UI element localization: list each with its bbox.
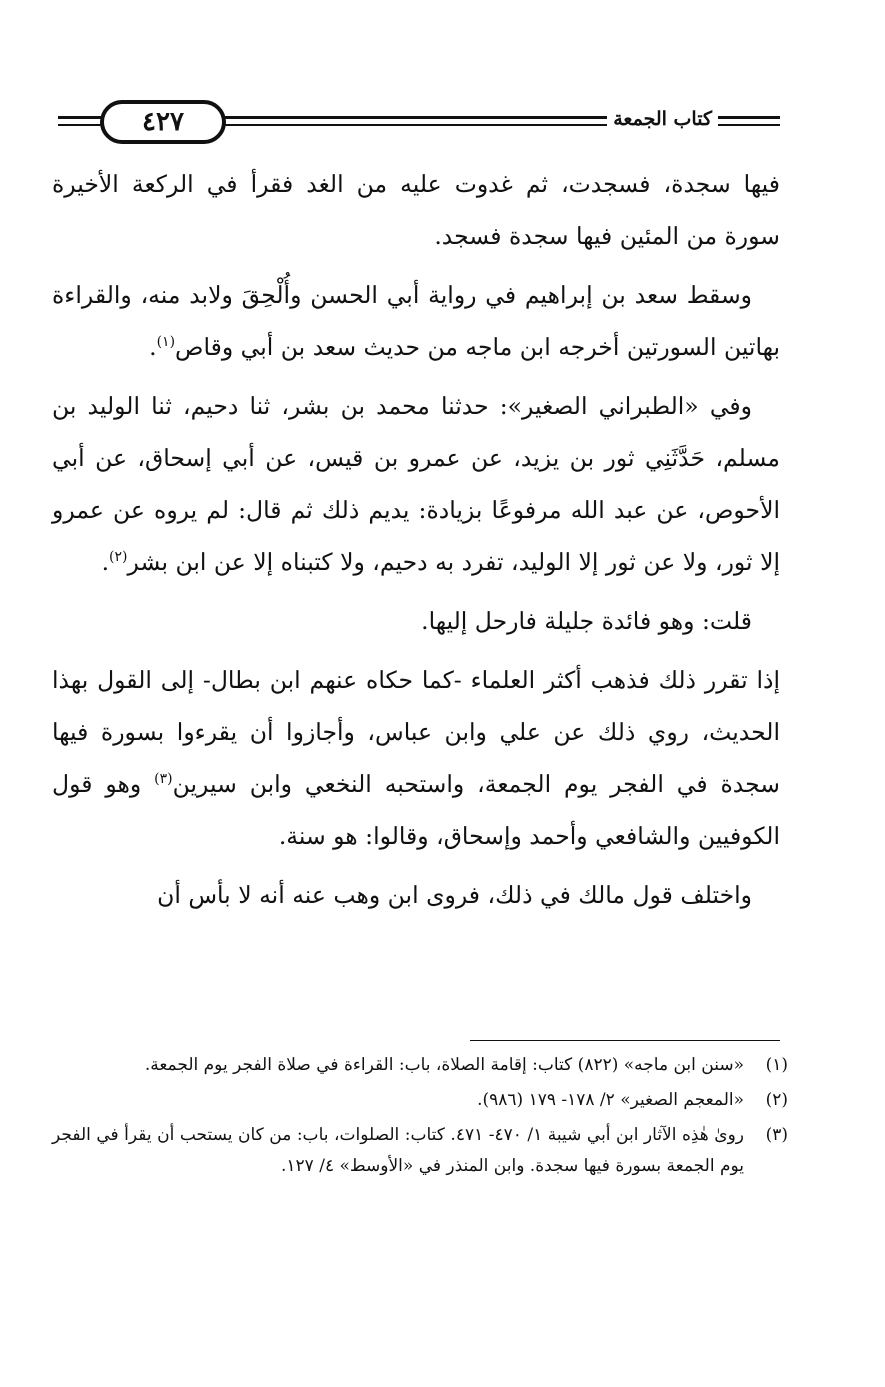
paragraph-text: وسقط سعد بن إبراهيم في رواية أبي الحسن وأُلْحِقَ ولابد منه، والقراءة بهاتين السورتين أخرجه ابن ماجه من حديث سعد بن أبي وقاص: [52, 281, 780, 361]
footnote: [52, 1050, 788, 1081]
footnote-text: «المعجم الصغير» ٢/ ١٧٨- ١٧٩ (٩٨٦).: [477, 1090, 744, 1110]
footnote-marker: (٣): [154, 771, 173, 788]
footnote-divider: [470, 1040, 780, 1041]
footnote-marker: (٢): [109, 549, 128, 566]
page-number: ٤٢٧: [142, 107, 184, 137]
paragraph-text: فيها سجدة، فسجدت، ثم غدوت عليه من الغد فقرأ في الركعة الأخيرة سورة من المئين فيها سجدة فسجد.: [52, 170, 780, 250]
footnote-text: «سنن ابن ماجه» (٨٢٢) كتاب: إقامة الصلاة، باب: القراءة في صلاة الفجر يوم الجمعة.: [144, 1055, 744, 1075]
footnote-number: (١): [765, 1055, 788, 1075]
footnotes: [52, 1050, 788, 1186]
paragraph: [52, 869, 780, 921]
paragraph: [52, 380, 780, 588]
header-rule-left-bottom: [58, 124, 106, 126]
paragraph-text: إذا تقرر ذلك فذهب أكثر العلماء -كما حكاه عنهم ابن بطال- إلى القول بهذا الحديث، روي ذلك عن علي وابن عباس، وأجازوا أن يقرءوا بسورة فيها سجدة في الفجر يوم الجمعة، واستحبه النخعي وابن سيرين: [52, 666, 780, 798]
running-title: كتاب الجمعة: [607, 108, 718, 130]
footnote-number: (٢): [765, 1090, 788, 1110]
paragraph: [52, 595, 780, 647]
main-text: [52, 158, 780, 928]
paragraph-text: واختلف قول مالك في ذلك، فروى ابن وهب عنه أنه لا بأس أن: [157, 881, 752, 909]
paragraph: [52, 158, 780, 262]
footnote: [52, 1120, 788, 1182]
footnote-text: روىٰ هٰذِه الآثار ابن أبي شيبة ١/ ٤٧٠- ٤٧١. كتاب: الصلوات، باب: من كان يستحب أن يقرأ في الفجر يوم الجمعة بسورة فيها سجدة. وابن المنذر في «الأوسط» ٤/ ١٢٧.: [52, 1125, 744, 1176]
footnote-number: (٣): [765, 1125, 788, 1145]
paragraph-text-tail: .: [149, 333, 157, 361]
page-header: [58, 98, 780, 148]
footnote-marker: (١): [156, 334, 176, 351]
paragraph-text: قلت: وهو فائدة جليلة فارحل إليها.: [421, 607, 752, 635]
paragraph-text: وفي «الطبراني الصغير»: حدثنا محمد بن بشر، ثنا دحيم، ثنا الوليد بن مسلم، حَدَّثَنِي ثور بن يزيد، عن عمرو بن قيس، عن أبي إسحاق، عن أبي الأحوص، عن عبد الله مرفوعًا بزيادة: يديم ذلك ثم قال: لم يروه عن عمرو إلا ثور، ولا عن ثور إلا الوليد، تفرد به دحيم، ولا كتبناه إلا عن ابن بشر: [52, 392, 780, 576]
page-number-badge: [100, 100, 226, 144]
footnote: [52, 1085, 788, 1116]
paragraph: [52, 269, 780, 373]
paragraph-text-tail: .: [101, 548, 110, 576]
paragraph: [52, 654, 780, 862]
header-rule-left-top: [58, 116, 106, 119]
paragraph-text-tail: وهو قول الكوفيين والشافعي وأحمد وإسحاق، وقالوا: هو سنة.: [52, 770, 780, 850]
